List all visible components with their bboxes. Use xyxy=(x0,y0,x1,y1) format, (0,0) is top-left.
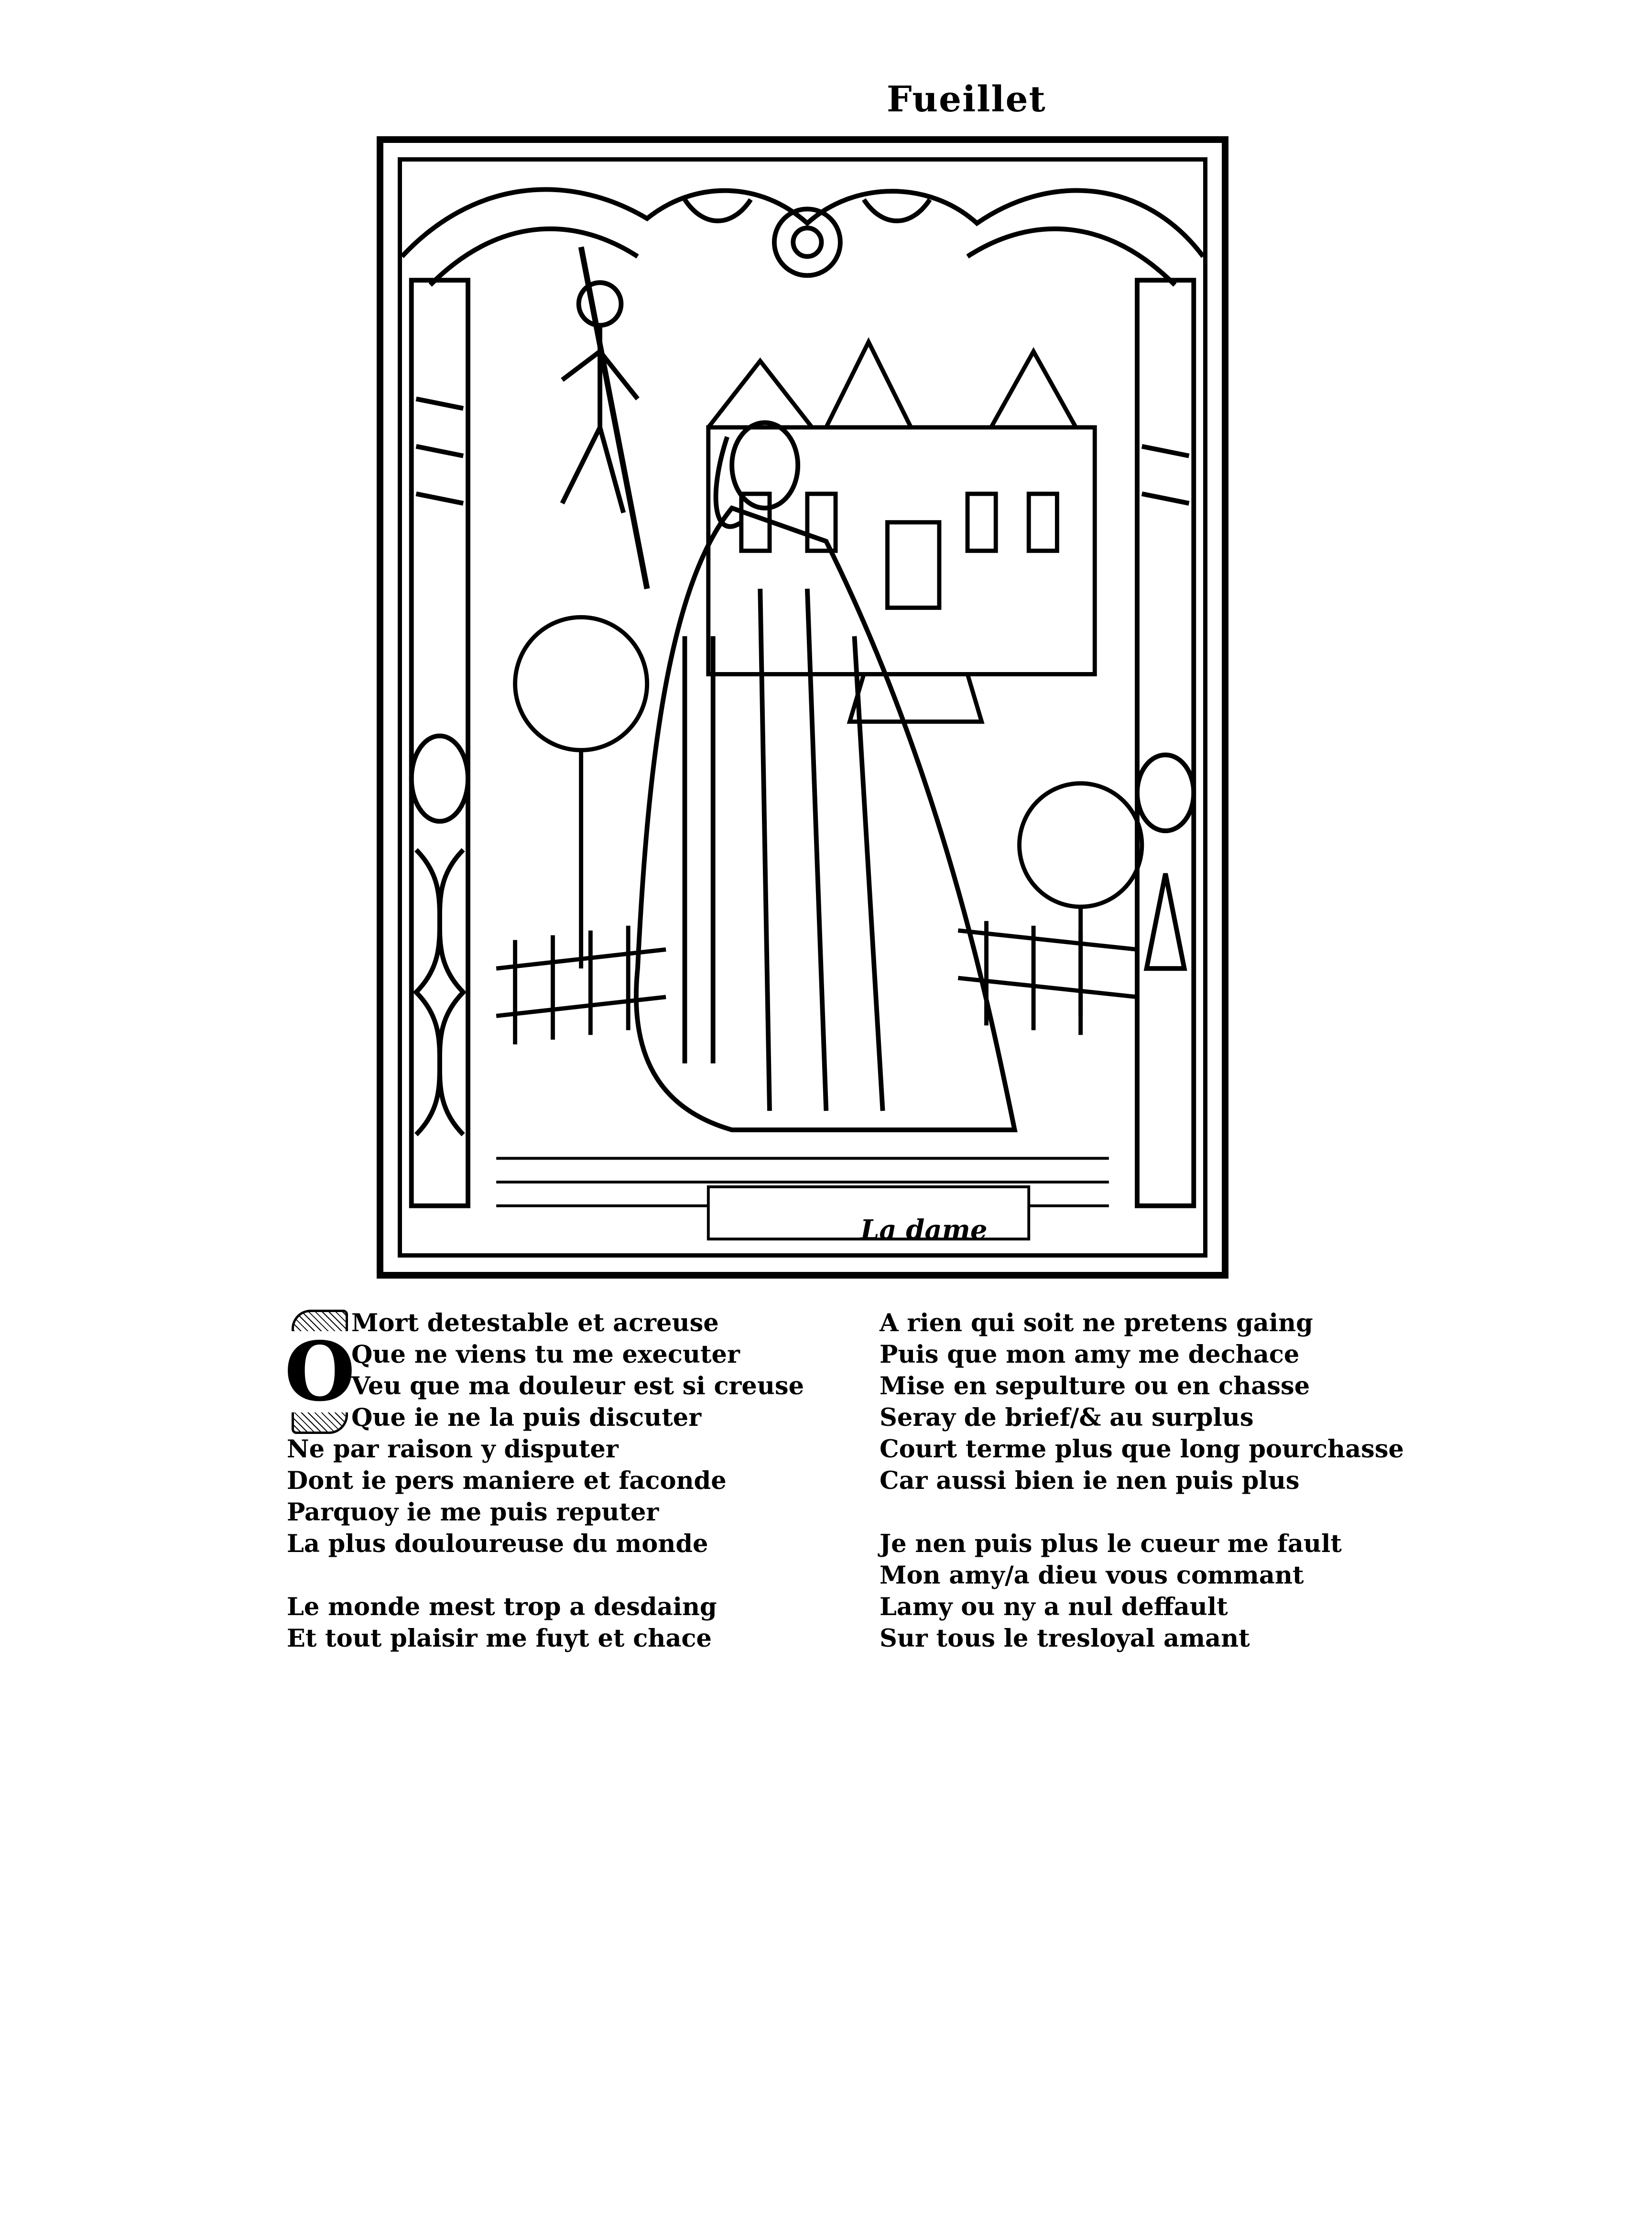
right-column-icon xyxy=(1137,280,1194,1205)
verse-line: Mon amy/a dieu vous commant xyxy=(880,1561,1304,1590)
skeleton-icon xyxy=(562,247,647,589)
verse-line: Parquoy ie me puis reputer xyxy=(287,1498,659,1527)
stanza-gap xyxy=(880,1497,1405,1528)
folio-header: Fueillet xyxy=(887,79,1046,120)
fence-icon xyxy=(496,921,1137,1044)
woodcut-drawing xyxy=(402,162,1203,1253)
verse-line: Puis que mon amy me dechace xyxy=(880,1340,1300,1369)
woodcut-inner-frame xyxy=(398,157,1207,1258)
verse-line: A rien qui soit ne pretens gaing xyxy=(880,1309,1313,1337)
right-stanza-1 xyxy=(880,1307,1405,1497)
woodcut-illustration xyxy=(377,136,1228,1279)
stanza-gap xyxy=(287,1560,851,1591)
castle-icon xyxy=(708,342,1095,721)
verse-line: Ne par raison y disputer xyxy=(287,1435,619,1464)
woodcut-caption: La dame xyxy=(860,1214,988,1246)
left-column-icon xyxy=(412,280,468,1205)
verse-line: Veu que ma douleur est si creuse xyxy=(351,1372,804,1400)
verse-line: Sur tous le tresloyal amant xyxy=(880,1624,1250,1653)
right-column xyxy=(880,1307,1405,1654)
verse-line: Mise en sepulture ou en chasse xyxy=(880,1372,1310,1400)
verse-line: Mort detestable et acreuse xyxy=(351,1309,719,1337)
verse-line: Le monde mest trop a desdaing xyxy=(287,1593,717,1621)
foliage-border-icon xyxy=(402,189,1203,285)
verse-line: Lamy ou ny a nul deffault xyxy=(880,1593,1228,1621)
left-column xyxy=(287,1307,851,1654)
decorated-initial-letter: O xyxy=(282,1331,358,1412)
verse-line: Et tout plaisir me fuyt et chace xyxy=(287,1624,712,1653)
lady-figure-icon xyxy=(636,423,1015,1130)
verse-line: Je nen puis plus le cueur me fault xyxy=(880,1530,1342,1558)
right-stanza-2 xyxy=(880,1528,1405,1654)
verse-line: La plus douloureuse du monde xyxy=(287,1530,708,1558)
verse-line: Que ie ne la puis discuter xyxy=(351,1403,702,1432)
verse-line: Dont ie pers maniere et faconde xyxy=(287,1466,727,1495)
left-stanza-2 xyxy=(287,1591,851,1654)
left-stanza-1 xyxy=(287,1307,851,1560)
verse-line: Car aussi bien ie nen puis plus xyxy=(880,1466,1300,1495)
verse-line: Court terme plus que long pourchasse xyxy=(880,1435,1404,1464)
verse-line: Seray de brief/& au surplus xyxy=(880,1403,1254,1432)
verse-line: Que ne viens tu me executer xyxy=(351,1340,740,1369)
